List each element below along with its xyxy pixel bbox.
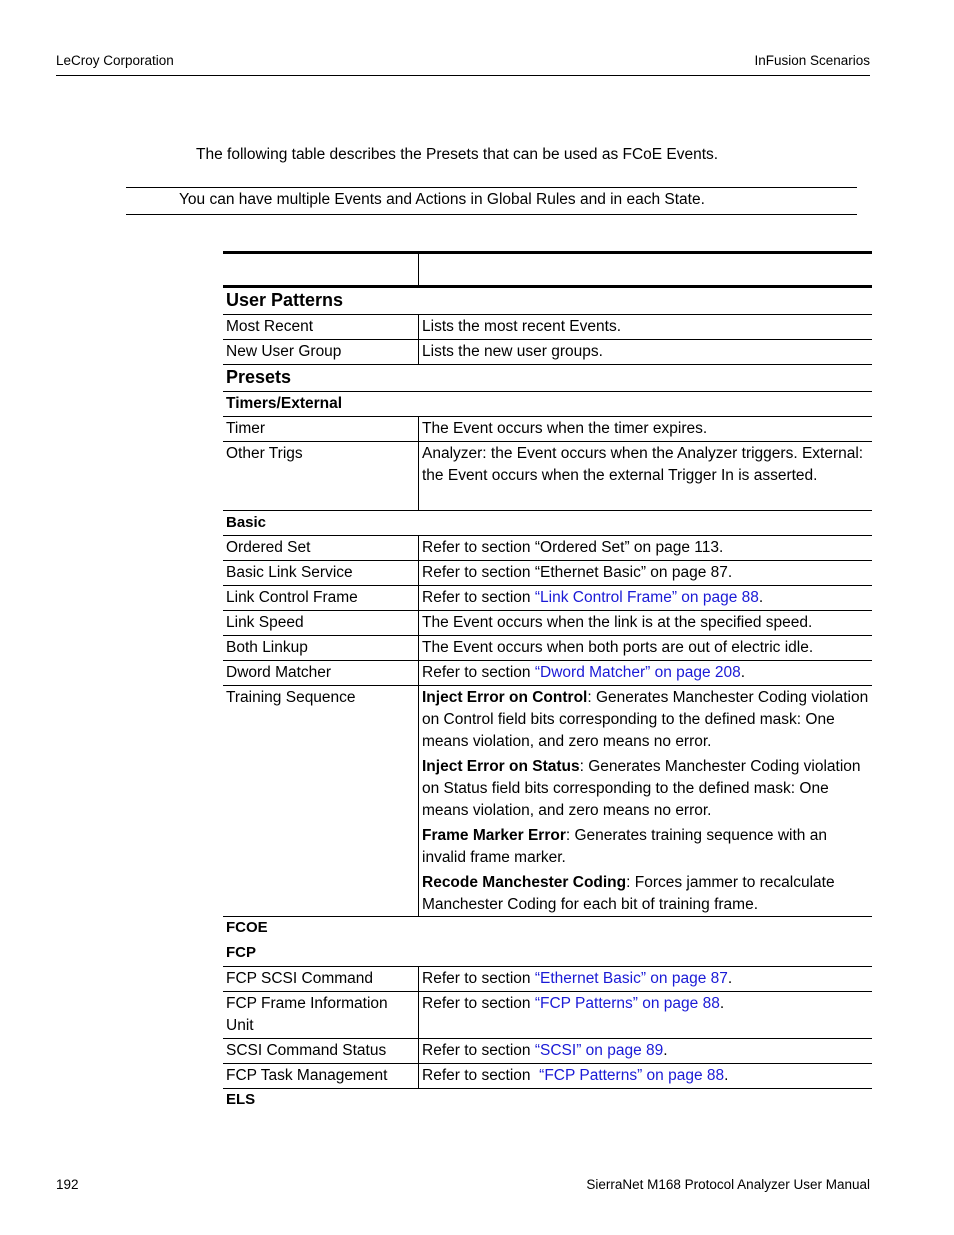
row-desc: [419, 661, 872, 685]
row-name: Training Sequence: [223, 686, 419, 916]
header-rule: [56, 75, 870, 76]
ref-prefix: Refer to section: [422, 970, 535, 987]
link-control-frame-link[interactable]: “Link Control Frame” on page 88: [534, 589, 759, 606]
row-name: New User Group: [223, 340, 419, 364]
table-row: [223, 561, 872, 586]
row-desc: [419, 686, 872, 916]
table-row: [223, 417, 872, 442]
ref-suffix: .: [719, 995, 725, 1012]
row-desc: Refer to section “Ordered Set” on page 113.: [422, 539, 724, 556]
footer-page-number: 192: [56, 1177, 79, 1192]
table-row: [223, 586, 872, 611]
table-row: [223, 611, 872, 636]
dword-matcher-link[interactable]: “Dword Matcher” on page 208: [534, 664, 741, 681]
table-row: [223, 992, 872, 1039]
training-item: [422, 872, 869, 916]
row-name: FCP Task Management: [223, 1064, 419, 1088]
footer-manual-title: SierraNet M168 Protocol Analyzer User Manual: [586, 1177, 870, 1192]
training-item-text: : Forces jammer to recalculate Manchester Coding for each bit of training frame.: [422, 874, 835, 913]
ref-prefix: Refer to section: [422, 995, 535, 1012]
row-desc: [419, 1064, 872, 1088]
row-name: Both Linkup: [223, 636, 419, 660]
note-box: [126, 187, 857, 215]
row-desc: The Event occurs when the timer expires.: [422, 420, 708, 437]
table-row: [223, 340, 872, 365]
section-presets: Presets: [223, 365, 872, 392]
ref-prefix: Refer to section: [422, 1067, 540, 1084]
note-text: You can have multiple Events and Actions in Global Rules and in each State.: [179, 191, 705, 208]
subsection-els: ELS: [226, 1091, 256, 1108]
ref-suffix: .: [663, 1042, 668, 1059]
training-item-text: : Generates training sequence with an invalid frame marker.: [422, 827, 827, 866]
fcp-patterns-link[interactable]: “FCP Patterns” on page 88: [534, 995, 720, 1012]
training-item-title: Inject Error on Control: [422, 689, 588, 706]
training-item-title: Inject Error on Status: [422, 758, 580, 775]
ref-prefix: Refer to section: [422, 589, 535, 606]
row-desc: Analyzer: the Event occurs when the Analyzer triggers. External: the Event occurs when the external Trigger In is asserted.: [422, 445, 864, 484]
ref-suffix: .: [727, 970, 733, 987]
table-row: [223, 686, 872, 917]
table-header-cell-1: [223, 254, 419, 285]
section-user-patterns: User Patterns: [223, 288, 872, 315]
table-row: [223, 442, 872, 511]
presets-table: [223, 251, 872, 1114]
row-desc: Refer to section “Ethernet Basic” on page 87.: [422, 564, 733, 581]
subsection-fcp: FCP: [223, 942, 872, 967]
subsection-timers-external: Timers/External: [223, 392, 872, 417]
row-desc: The Event occurs when both ports are out of electric idle.: [422, 639, 814, 656]
subsection-fcoe: FCOE: [226, 919, 268, 936]
training-item-title: Frame Marker Error: [422, 827, 566, 844]
row-desc: [419, 586, 872, 610]
scsi-link[interactable]: “SCSI” on page 89: [534, 1042, 664, 1059]
table-row: [223, 1064, 872, 1089]
training-item: [422, 687, 869, 753]
training-item-text: : Generates Manchester Coding violation on Control field bits corresponding to the defined mask: One means violation, and zero means no error.: [422, 689, 869, 750]
table-header-cell-2: [419, 254, 872, 285]
row-name: SCSI Command Status: [223, 1039, 419, 1063]
table-row: [223, 1039, 872, 1064]
ref-suffix: .: [758, 589, 764, 606]
row-name: Basic Link Service: [223, 561, 419, 585]
training-item: [422, 825, 869, 869]
row-desc: [419, 1039, 872, 1063]
table-row: [223, 636, 872, 661]
row-name: Link Control Frame: [223, 586, 419, 610]
ref-suffix: .: [740, 664, 746, 681]
row-name: Ordered Set: [223, 536, 419, 560]
training-item-text: : Generates Manchester Coding violation on Status field bits corresponding to the defined mask: One means violation, and zero means no error.: [422, 758, 861, 819]
row-desc: The Event occurs when the link is at the specified speed.: [422, 614, 813, 631]
row-desc: Lists the new user groups.: [422, 343, 603, 360]
subsection-basic: Basic: [223, 511, 872, 536]
row-desc: [419, 967, 872, 991]
header-company: LeCroy Corporation: [56, 53, 174, 68]
training-item: [422, 756, 869, 822]
table-header-row: [223, 251, 872, 288]
table-row: [223, 315, 872, 340]
table-row: [223, 661, 872, 686]
fcp-patterns-link[interactable]: “FCP Patterns” on page 88: [539, 1067, 725, 1084]
row-name: Link Speed: [223, 611, 419, 635]
row-desc: Lists the most recent Events.: [422, 318, 622, 335]
row-name: Most Recent: [223, 315, 419, 339]
ref-prefix: Refer to section: [422, 664, 535, 681]
row-name: FCP Frame Information Unit: [223, 992, 419, 1038]
training-item-title: Recode Manchester Coding: [422, 874, 627, 891]
ethernet-basic-link[interactable]: “Ethernet Basic” on page 87: [534, 970, 728, 987]
table-row: [223, 967, 872, 992]
intro-paragraph: The following table describes the Presets that can be used as FCoE Events.: [196, 146, 719, 163]
row-name: Timer: [223, 417, 419, 441]
table-row: [223, 536, 872, 561]
ref-suffix: .: [724, 1067, 729, 1084]
row-name: Other Trigs: [223, 442, 419, 510]
row-name: FCP SCSI Command: [223, 967, 419, 991]
header-section-title: InFusion Scenarios: [754, 53, 870, 68]
row-desc: [419, 992, 872, 1038]
row-name: Dword Matcher: [223, 661, 419, 685]
ref-prefix: Refer to section: [422, 1042, 535, 1059]
